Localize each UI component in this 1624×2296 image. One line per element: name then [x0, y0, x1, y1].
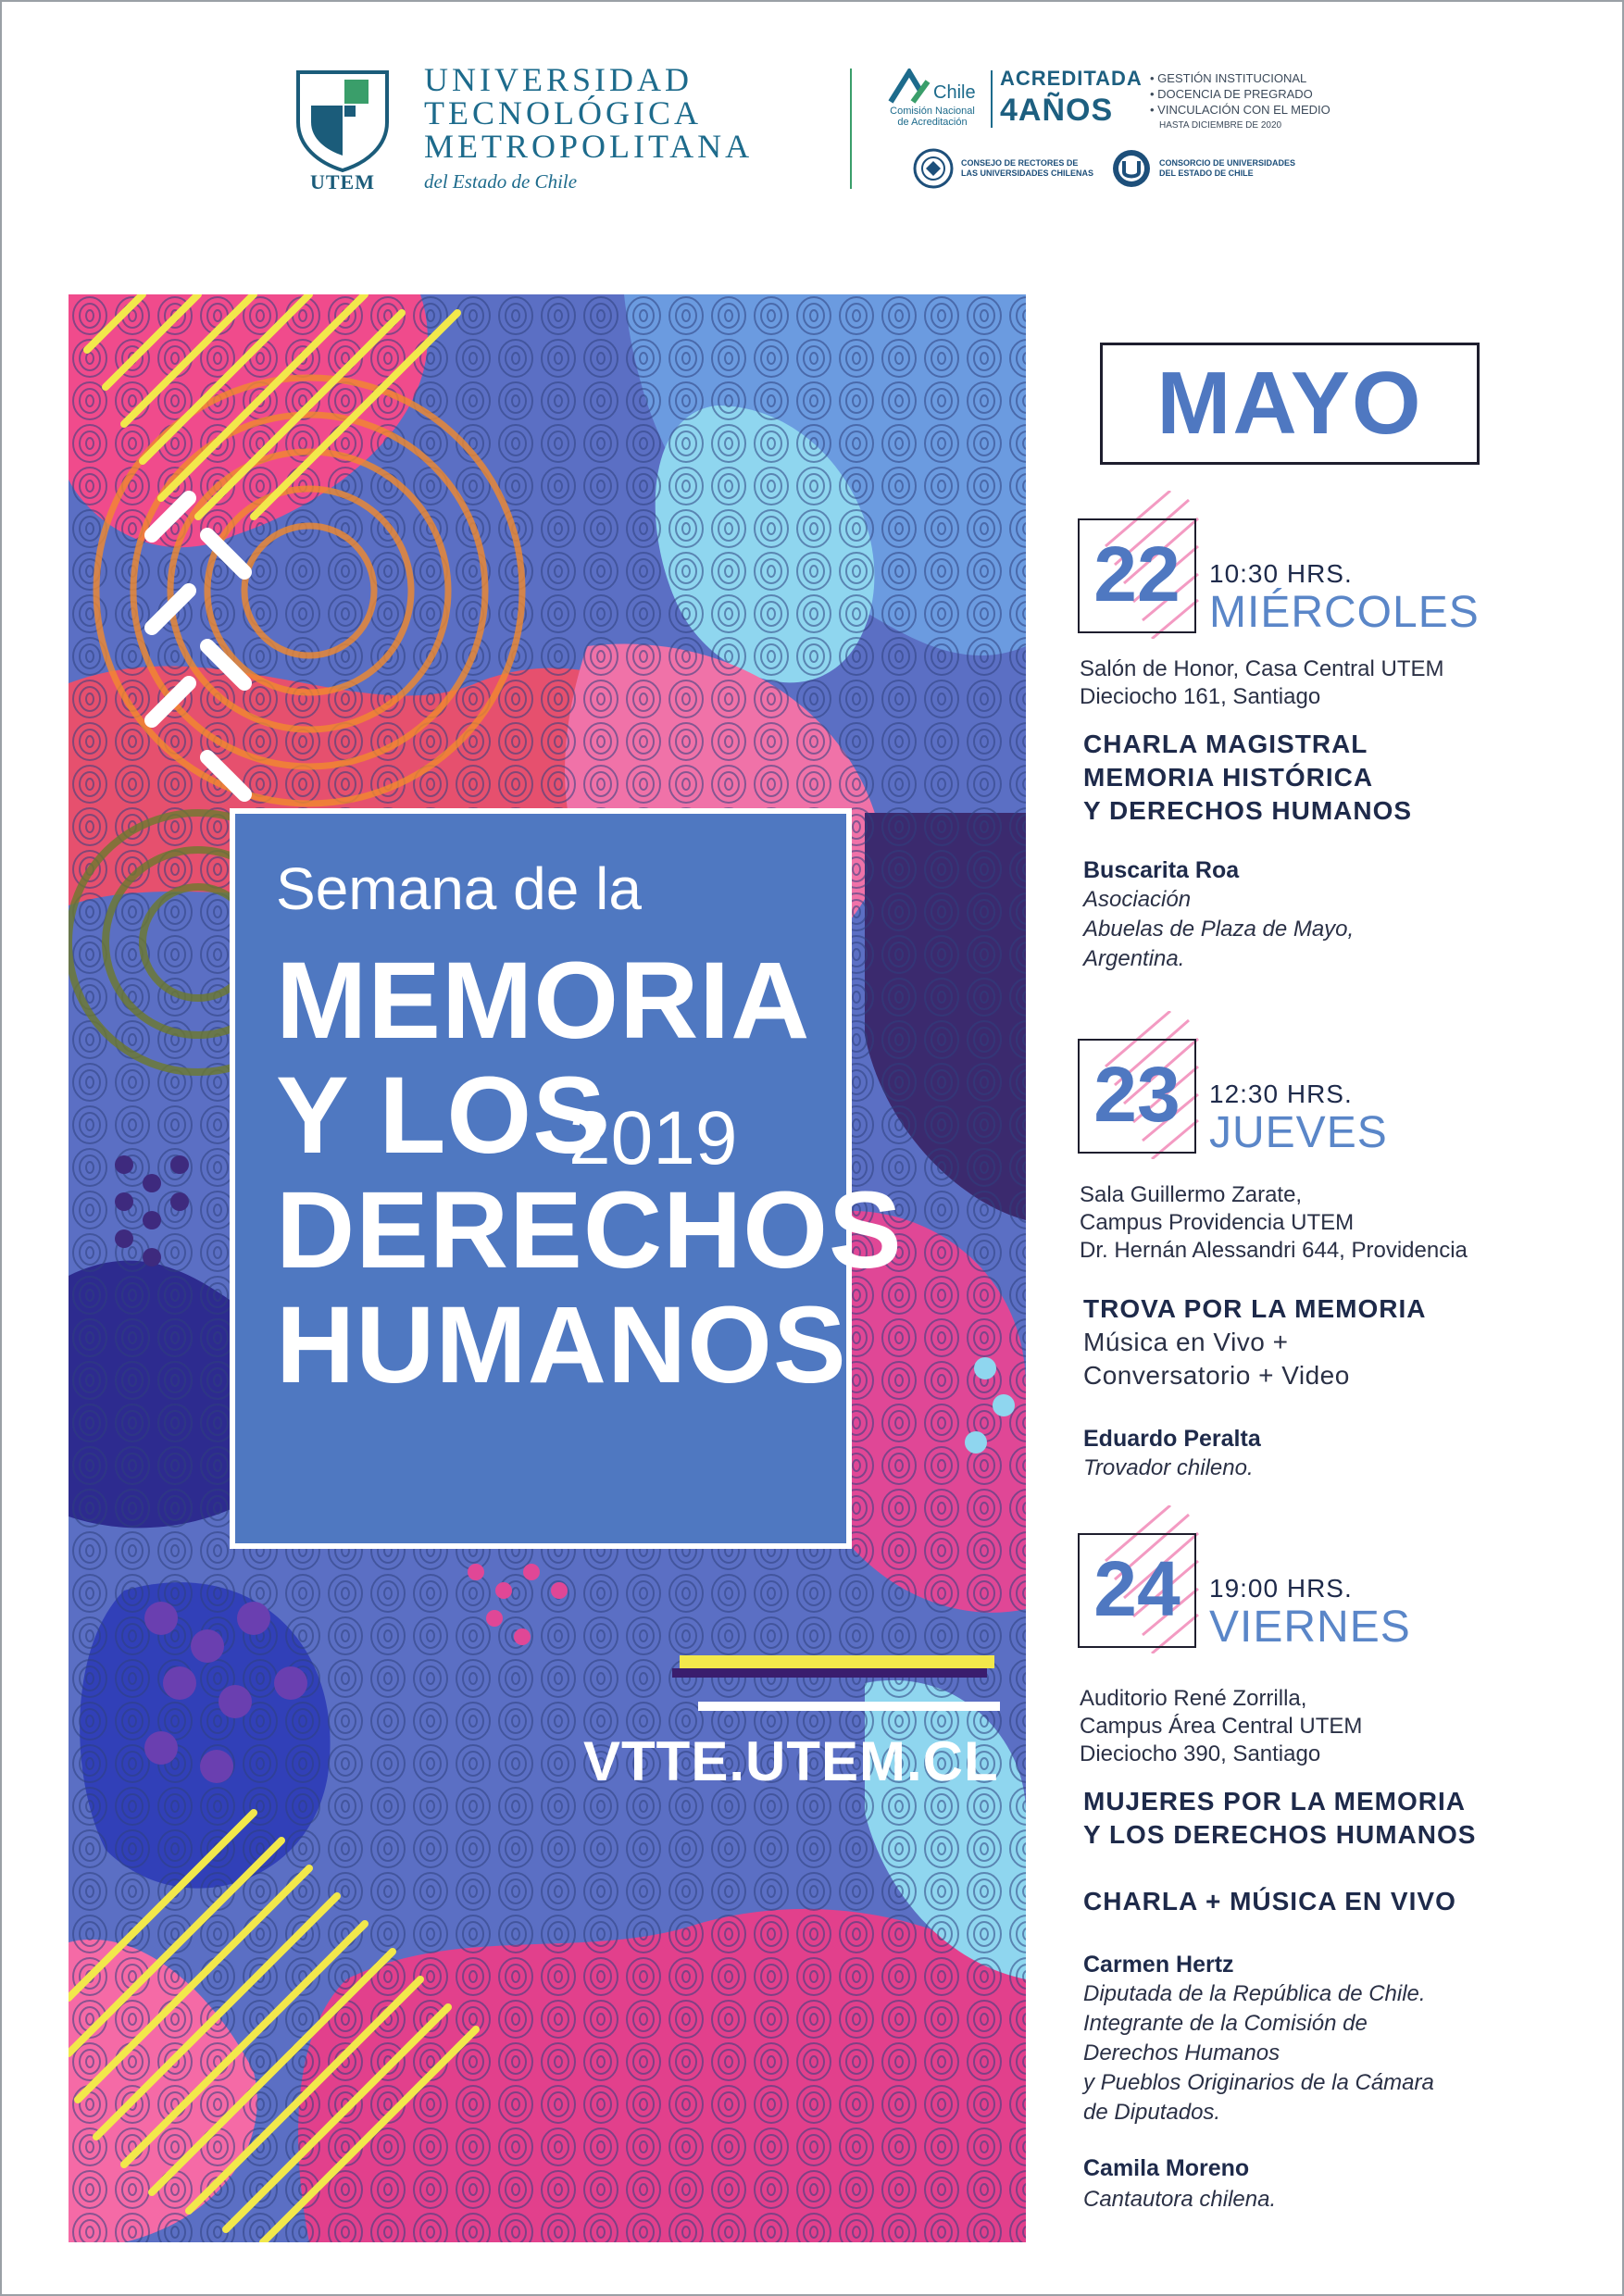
venue-line: Sala Guillermo Zarate, [1080, 1182, 1303, 1207]
university-subtitle: del Estado de Chile [424, 170, 578, 193]
venue-line: Auditorio René Zorrilla, [1080, 1686, 1307, 1711]
speaker-name: Camila Moreno [1083, 2155, 1250, 2181]
month-label: MAYO [1156, 354, 1423, 453]
venue-line: Campus Área Central UTEM [1080, 1714, 1363, 1739]
accreditation-until: HASTA DICIEMBRE DE 2020 [1159, 120, 1282, 131]
speaker-role: Trovador chileno. [1083, 1455, 1254, 1480]
date-badge [1078, 1505, 1207, 1635]
decor-line-dark [672, 1668, 987, 1678]
event-card [1078, 491, 1596, 991]
header-divider [850, 69, 852, 189]
accreditation-title: ACREDITADA [1000, 67, 1143, 90]
website-link[interactable]: VTTE.UTEM.CL [583, 1730, 999, 1792]
event-title [1083, 1785, 1476, 1852]
speaker-role: Cantautora chilena. [1083, 2187, 1277, 2212]
accreditation-divider [991, 70, 993, 128]
speaker-role-line: Diputada de la República de Chile. [1083, 1981, 1426, 2006]
accreditation-area: • DOCENCIA DE PREGRADO [1150, 86, 1330, 102]
crch-seal-icon [913, 148, 954, 189]
university-name-line: METROPOLITANA [424, 128, 754, 165]
event-title-secondary: CHARLA + MÚSICA EN VIVO [1083, 1887, 1456, 1915]
poster-title-line: Y LOS [276, 1054, 606, 1177]
speaker-role-line: Integrante de la Comisión de [1083, 2011, 1368, 2036]
event-day: 24 [1093, 1545, 1181, 1632]
accreditation-area: • GESTIÓN INSTITUCIONAL [1150, 70, 1330, 86]
poster-title-line: DERECHOS [276, 1169, 903, 1292]
crch-logo [913, 148, 1093, 189]
poster-title-line: HUMANOS [276, 1284, 847, 1406]
cuech-logo [1111, 148, 1295, 189]
crch-text-line: CONSEJO DE RECTORES DE [961, 158, 1079, 168]
university-name [424, 63, 753, 163]
event-weekday: JUEVES [1209, 1108, 1388, 1157]
event-title-line: Y LOS DERECHOS HUMANOS [1083, 1820, 1477, 1849]
month-box [1100, 343, 1480, 465]
speaker-role [1083, 885, 1354, 974]
event-time: 12:30 HRS. [1209, 1079, 1353, 1108]
event-venue [1080, 1181, 1468, 1265]
event-weekday: VIERNES [1209, 1603, 1411, 1652]
poster-year: 2019 [568, 1096, 738, 1180]
poster-title-box [230, 808, 903, 1549]
venue-line: Dieciocho 390, Santiago [1080, 1741, 1321, 1766]
event-venue [1080, 655, 1444, 711]
utem-abbr: UTEM [310, 170, 375, 193]
venue-line: Dieciocho 161, Santiago [1080, 684, 1321, 709]
decor-line-white [698, 1702, 1000, 1711]
venue-line: Salón de Honor, Casa Central UTEM [1080, 656, 1444, 681]
event-subtitle [1083, 1326, 1350, 1392]
event-time: 19:00 HRS. [1209, 1574, 1353, 1603]
cna-chile-label: Chile [933, 82, 976, 103]
event-subtitle-line: Conversatorio + Video [1083, 1361, 1350, 1390]
event-day: 23 [1093, 1051, 1181, 1138]
cuech-text-line: DEL ESTADO DE CHILE [1159, 168, 1254, 178]
poster-title-line: MEMORIA [276, 940, 811, 1062]
university-name-line: UNIVERSIDAD [424, 61, 693, 98]
event-subtitle-line: Música en Vivo + [1083, 1328, 1289, 1356]
event-title-line: MEMORIA HISTÓRICA [1083, 763, 1374, 792]
accreditation-area: • VINCULACIÓN CON EL MEDIO [1150, 102, 1330, 118]
event-title [1083, 728, 1412, 828]
event-title: TROVA POR LA MEMORIA [1083, 1294, 1427, 1323]
poster-title-pre: Semana de la [276, 855, 642, 922]
speaker-name: Buscarita Roa [1083, 857, 1240, 883]
speaker-role-line: y Pueblos Originarios de la Cámara [1083, 2070, 1434, 2095]
venue-line: Dr. Hernán Alessandri 644, Providencia [1080, 1238, 1468, 1263]
cuech-text-line: CONSORCIO DE UNIVERSIDADES [1159, 158, 1296, 168]
speaker-role-line: Derechos Humanos [1083, 2040, 1280, 2065]
speaker-role-line: Asociación [1083, 887, 1192, 912]
event-title-line: CHARLA MAGISTRAL [1083, 730, 1368, 758]
event-time: 10:30 HRS. [1209, 559, 1353, 588]
speaker-role-line: de Diputados. [1083, 2100, 1221, 2125]
event-weekday: MIÉRCOLES [1209, 588, 1480, 637]
speaker-role-line: Abuelas de Plaza de Mayo, [1083, 917, 1355, 942]
speaker-name: Carmen Hertz [1083, 1952, 1234, 1978]
event-venue [1080, 1685, 1362, 1768]
date-badge [1078, 491, 1207, 620]
event-title-line: Y DERECHOS HUMANOS [1083, 796, 1413, 825]
event-title-line: MUJERES POR LA MEMORIA [1083, 1787, 1466, 1816]
poster-artwork [69, 294, 1026, 2242]
cna-mark-icon [881, 69, 983, 106]
speaker-role-line: Argentina. [1083, 946, 1185, 971]
cuech-seal-icon [1111, 148, 1152, 189]
accreditation-areas [1150, 70, 1330, 133]
date-badge [1078, 1011, 1207, 1141]
university-name-line: TECNOLÓGICA [424, 94, 702, 131]
decor-line-yellow [680, 1655, 994, 1668]
speaker-role [1083, 1979, 1434, 2128]
cna-text-line: Comisión Nacional [890, 106, 975, 117]
cna-logo [881, 69, 983, 128]
accreditation-years: 4AÑOS [1000, 93, 1114, 128]
event-card [1078, 1505, 1596, 2237]
event-day: 22 [1093, 530, 1181, 618]
utem-shield-logo [294, 69, 391, 172]
crch-text-line: LAS UNIVERSIDADES CHILENAS [961, 168, 1094, 178]
venue-line: Campus Providencia UTEM [1080, 1210, 1355, 1235]
cna-text-line: de Acreditación [897, 117, 968, 128]
event-card [1078, 1011, 1596, 1492]
speaker-name: Eduardo Peralta [1083, 1426, 1261, 1452]
